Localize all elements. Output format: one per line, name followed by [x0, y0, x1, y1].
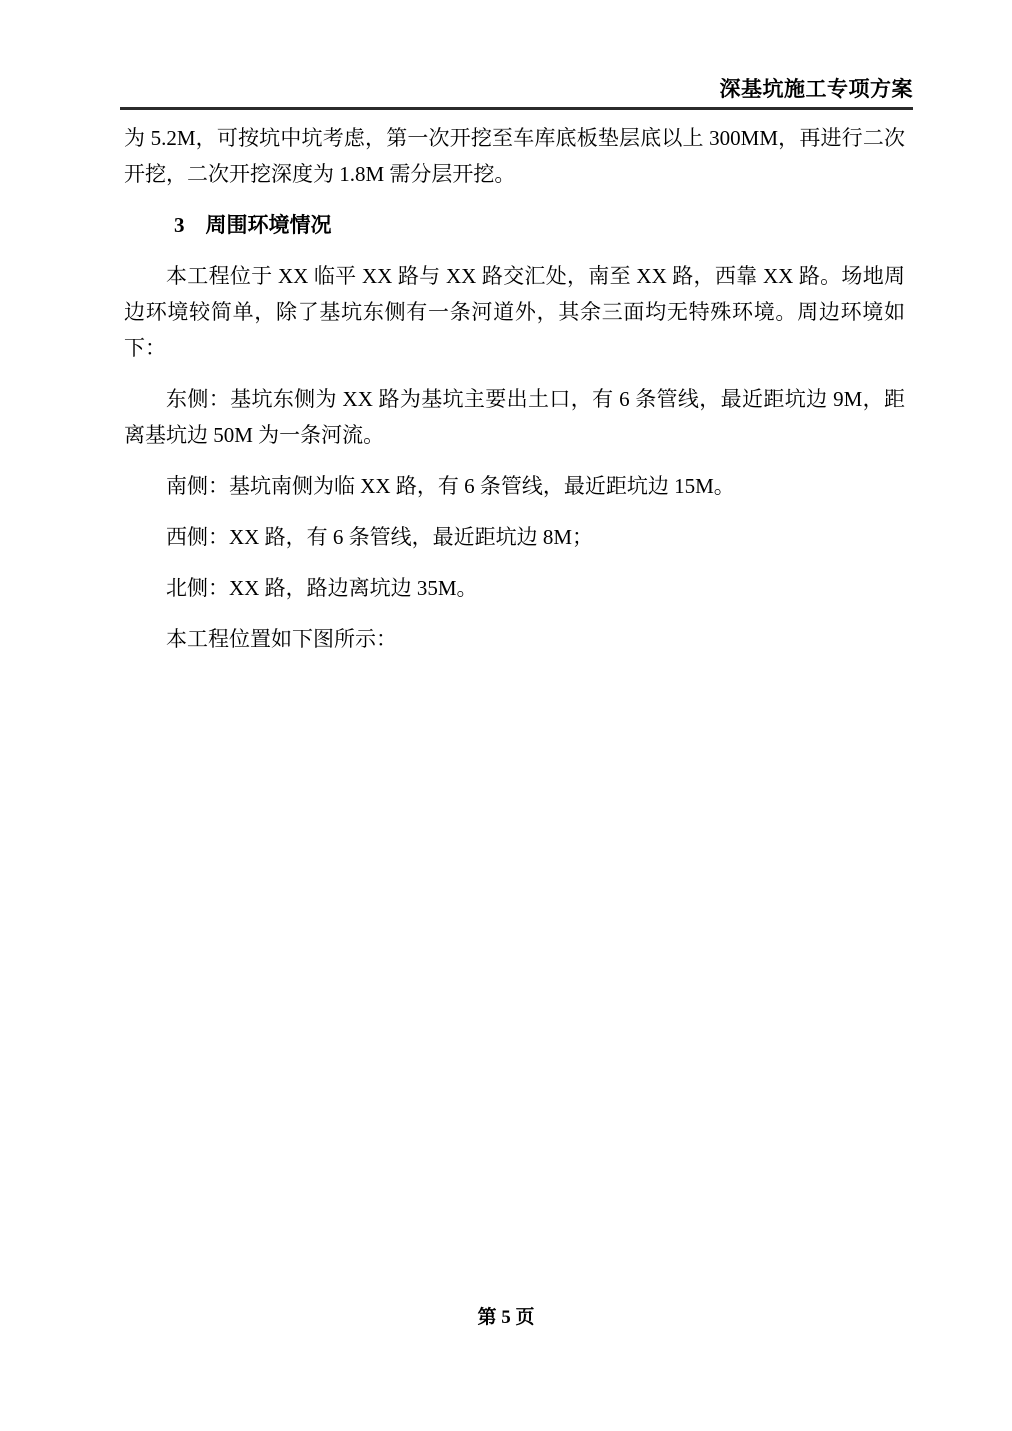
page-header	[120, 76, 913, 110]
paragraph-east-side: 东侧：基坑东侧为 XX 路为基坑主要出土口，有 6 条管线，最近距坑边 9M，距离基坑边 50M 为一条河流。	[124, 387, 905, 447]
page-footer	[0, 1303, 1012, 1333]
page-number: 第 5 页	[477, 1307, 535, 1328]
document-body	[124, 120, 905, 672]
page-header-title: 深基坑施工专项方案	[719, 77, 913, 101]
paragraph-figure-lead-in: 本工程位置如下图所示：	[166, 627, 397, 651]
paragraph-north-side: 北侧：XX 路，路边离坑边 35M。	[166, 576, 478, 600]
paragraph-west-side: 西侧：XX 路，有 6 条管线，最近距坑边 8M；	[166, 525, 594, 549]
paragraph-excavation-continuation: 为 5.2M，可按坑中坑考虑，第一次开挖至车库底板垫层底以上 300MM，再进行二次开挖，二次开挖深度为 1.8M 需分层开挖。	[124, 126, 905, 186]
paragraph-project-location: 本工程位于 XX 临平 XX 路与 XX 路交汇处，南至 XX 路，西靠 XX 路。场地周边环境较简单，除了基坑东侧有一条河道外，其余三面均无特殊环境。周边环境如下：	[124, 264, 905, 360]
paragraph-south-side: 南侧：基坑南侧为临 XX 路，有 6 条管线，最近距坑边 15M。	[166, 474, 735, 498]
section-heading-surrounding-environment: 3 周围环境情况	[174, 213, 332, 237]
